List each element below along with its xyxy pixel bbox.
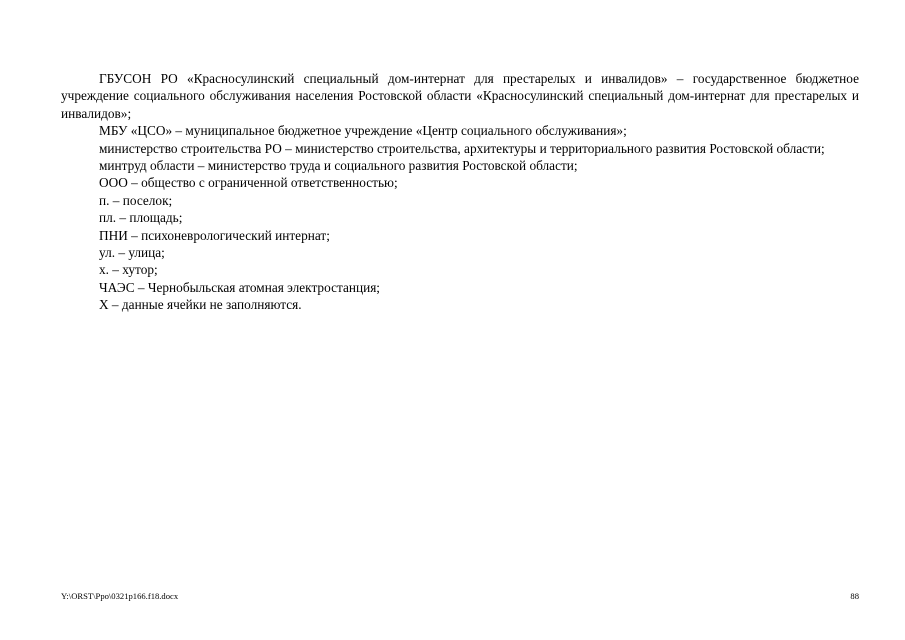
abbreviation-entry: министерство строительства РО – министерство строительства, архитектуры и территориального развития Ростовской области; (99, 140, 825, 156)
document-body (61, 70, 859, 314)
abbreviation-entry: Х – данные ячейки не заполняются. (99, 297, 302, 313)
abbreviation-entry: ООО – общество с ограниченной ответственностью; (99, 175, 398, 191)
abbreviation-entry: ПНИ – психоневрологический интернат; (99, 227, 330, 243)
abbreviation-entry: х. – хутор; (99, 262, 158, 278)
abbreviation-entry: пл. – площадь; (99, 210, 183, 226)
abbreviation-entry: МБУ «ЦСО» – муниципальное бюджетное учреждение «Центр социального обслуживания»; (99, 123, 627, 139)
abbreviation-entry: ГБУСОН РО «Красносулинский специальный дом-интернат для престарелых и инвалидов» – государственное бюджетное учреждение социального обслуживания населения Ростовской области «Красносулинский специальный дом-интернат для престарелых и инвалидов»; (61, 71, 859, 121)
abbreviation-entry: минтруд области – министерство труда и социального развития Ростовской области; (99, 158, 578, 174)
footer-file-path: Y:\ORST\Ppo\0321p166.f18.docx (61, 591, 179, 601)
abbreviation-entry: ул. – улица; (99, 245, 165, 261)
footer-page-number: 88 (850, 591, 859, 601)
abbreviation-entry: п. – поселок; (99, 192, 173, 208)
abbreviation-entry: ЧАЭС – Чернобыльская атомная электростанция; (99, 279, 381, 295)
